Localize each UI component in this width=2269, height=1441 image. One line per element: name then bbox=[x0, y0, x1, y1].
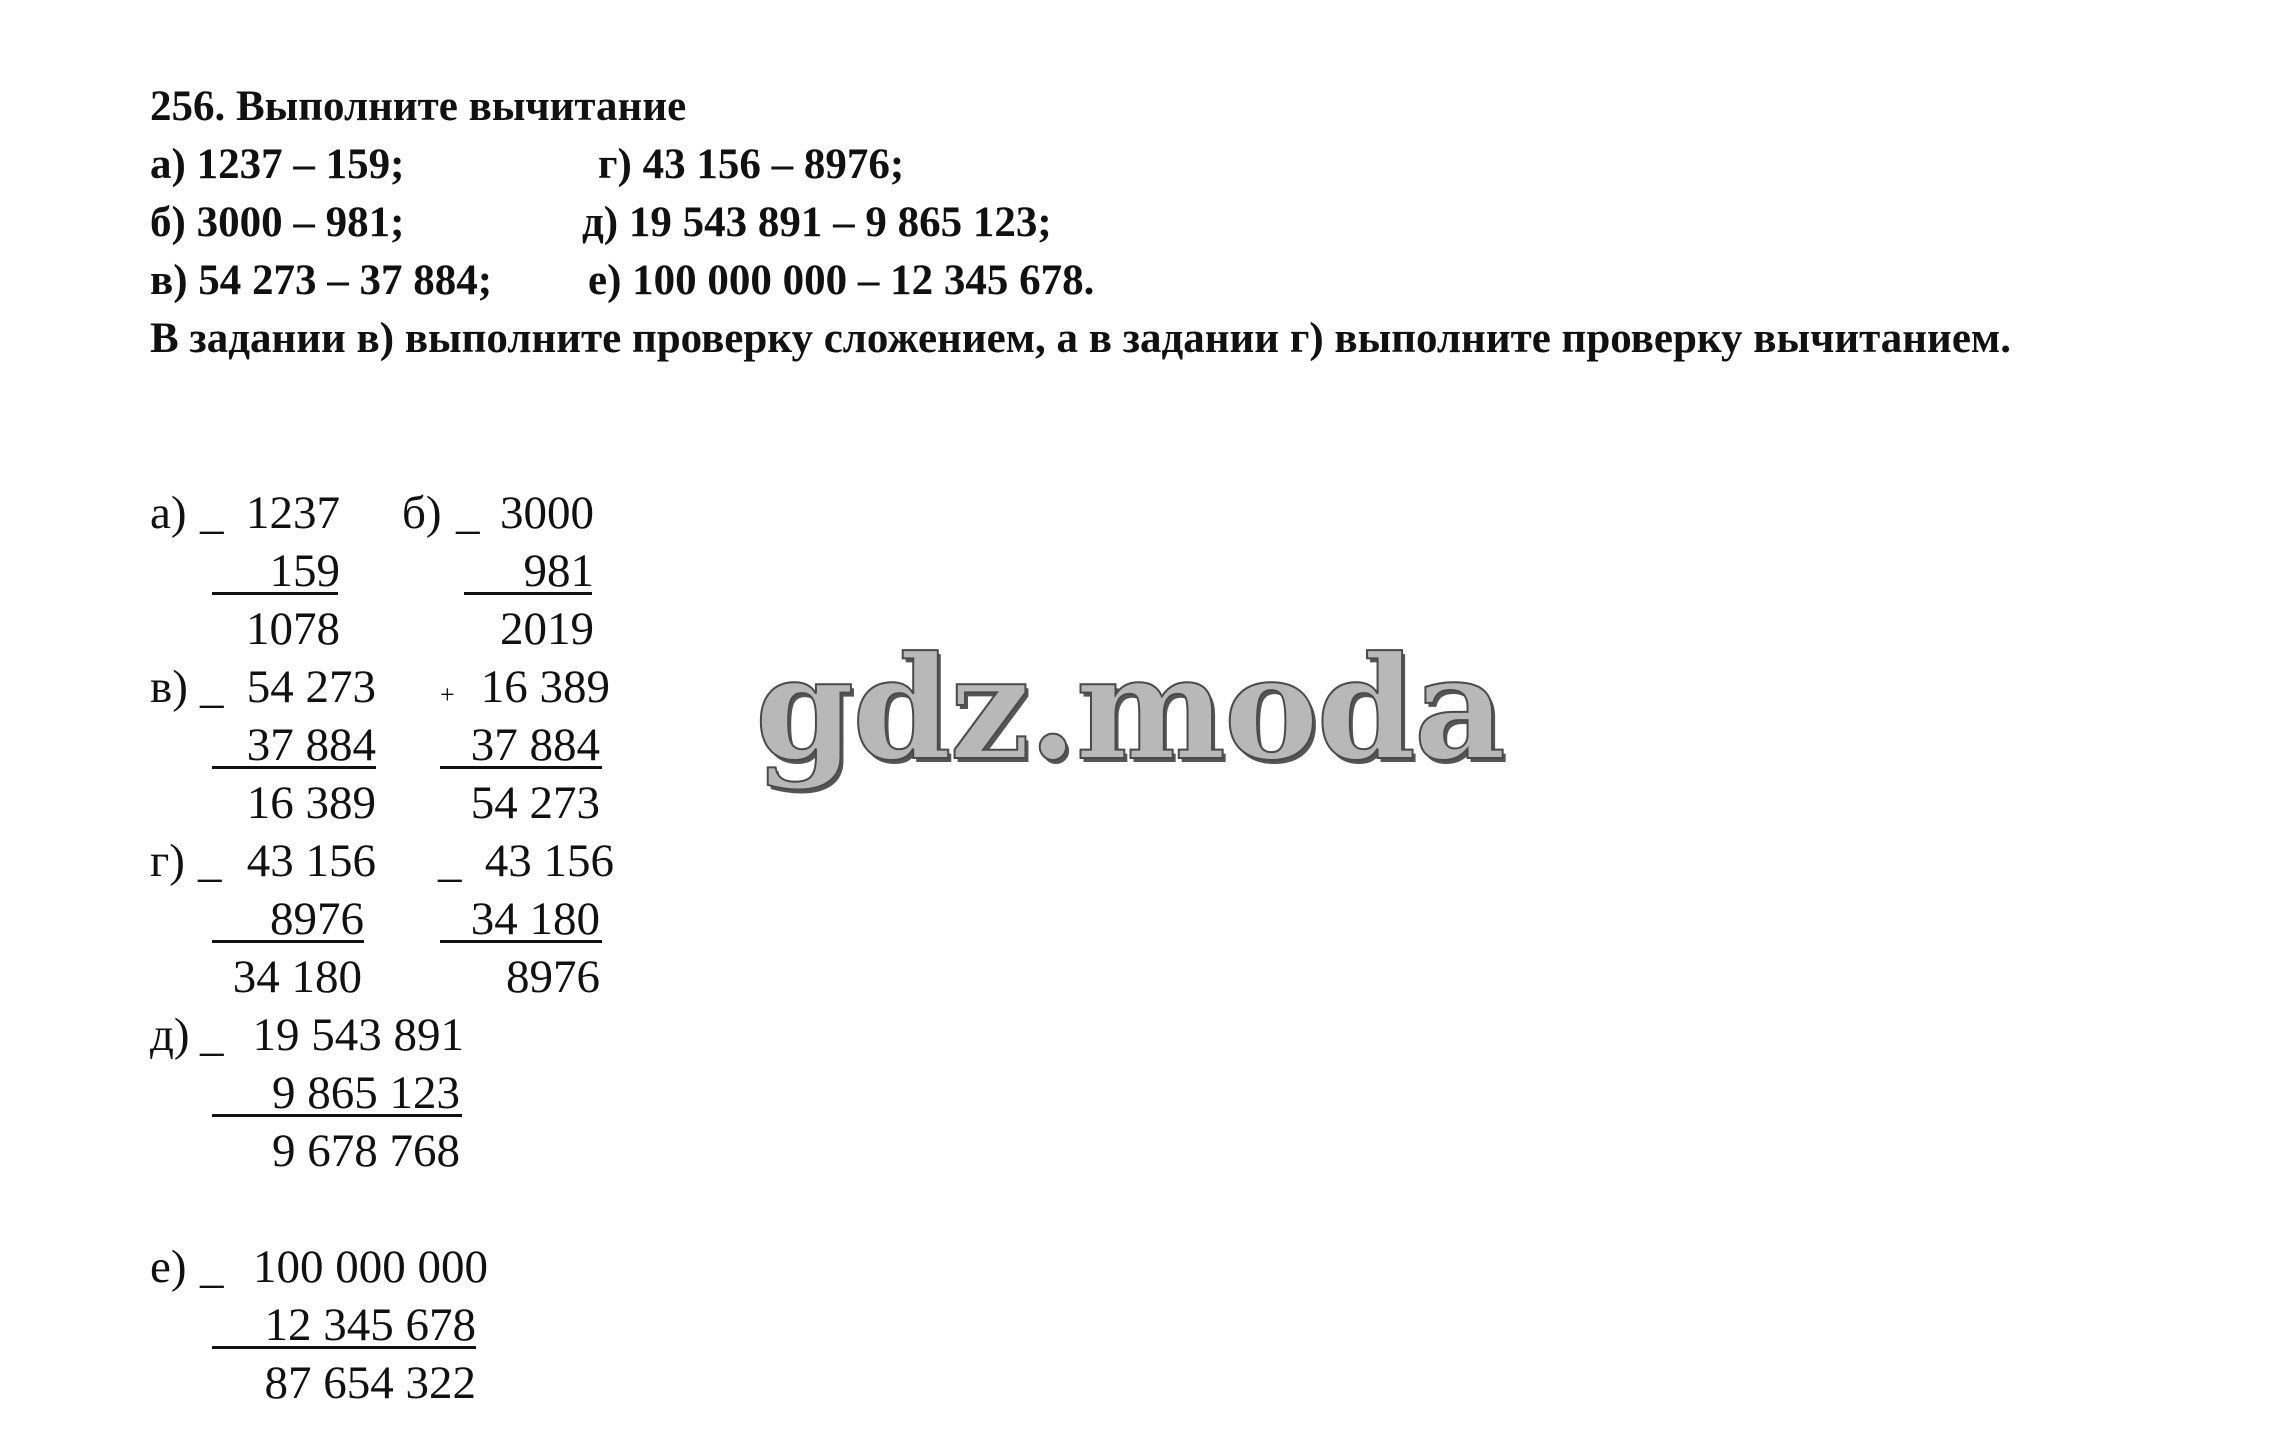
op-g: _ bbox=[198, 835, 222, 887]
op-b: _ bbox=[456, 487, 480, 539]
op-a: _ bbox=[200, 487, 224, 539]
e-rule bbox=[212, 1346, 476, 1349]
a-res: 1078 bbox=[246, 603, 340, 655]
g-check-top: 43 156 bbox=[484, 835, 614, 887]
e-res: 87 654 322 bbox=[264, 1357, 476, 1409]
task-title-text: 256. Выполните вычитание bbox=[150, 83, 687, 130]
a-sub: 159 bbox=[269, 545, 340, 597]
a-top: 1237 bbox=[246, 487, 340, 539]
g-res: 34 180 bbox=[232, 951, 362, 1003]
b-rule bbox=[464, 592, 592, 595]
task-g: г) 43 156 – 8976; bbox=[598, 141, 905, 188]
task-instruction: В задании в) выполните проверку сложением, а в задании г) выполните проверку вычитанием. bbox=[150, 315, 2011, 362]
g-check-res: 8976 bbox=[506, 951, 600, 1003]
task-b: б) 3000 – 981; bbox=[150, 199, 405, 246]
a-rule bbox=[212, 592, 338, 595]
g-check-rule bbox=[440, 940, 602, 943]
op-d: _ bbox=[200, 1009, 224, 1061]
label-g: г) bbox=[150, 835, 185, 887]
e-sub: 12 345 678 bbox=[264, 1299, 476, 1351]
v-res: 16 389 bbox=[246, 777, 376, 829]
e-top: 100 000 000 bbox=[253, 1241, 488, 1293]
v-top: 54 273 bbox=[246, 661, 376, 713]
task-a: а) 1237 – 159; bbox=[150, 141, 405, 188]
d-sub: 9 865 123 bbox=[272, 1067, 460, 1119]
v-check-res: 54 273 bbox=[470, 777, 600, 829]
g-rule bbox=[212, 940, 364, 943]
label-b: б) bbox=[402, 487, 442, 539]
v-sub: 37 884 bbox=[246, 719, 376, 771]
b-top: 3000 bbox=[500, 487, 594, 539]
g-sub: 8976 bbox=[270, 893, 364, 945]
task-v: в) 54 273 – 37 884; bbox=[150, 257, 493, 304]
label-e: е) bbox=[150, 1241, 187, 1293]
g-top: 43 156 bbox=[246, 835, 376, 887]
v-check-top: 16 389 bbox=[480, 661, 610, 713]
v-check-sub: 37 884 bbox=[470, 719, 600, 771]
task-e: е) 100 000 000 – 12 345 678. bbox=[588, 257, 1095, 304]
label-d: д) bbox=[150, 1009, 190, 1061]
label-v: в) bbox=[150, 661, 188, 713]
op-v: _ bbox=[200, 661, 224, 713]
op-g-check: _ bbox=[438, 835, 462, 887]
v-rule bbox=[212, 766, 376, 769]
d-res: 9 678 768 bbox=[272, 1125, 460, 1177]
task-d: д) 19 543 891 – 9 865 123; bbox=[582, 199, 1052, 246]
label-a: а) bbox=[150, 487, 187, 539]
d-top: 19 543 891 bbox=[252, 1009, 464, 1061]
d-rule bbox=[212, 1114, 462, 1117]
g-check-sub: 34 180 bbox=[470, 893, 600, 945]
op-e: _ bbox=[200, 1241, 224, 1293]
b-sub: 981 bbox=[523, 545, 594, 597]
op-v-check: + bbox=[440, 680, 455, 709]
watermark-logo: gdz.moda bbox=[755, 626, 1504, 792]
v-check-rule bbox=[440, 766, 602, 769]
b-res: 2019 bbox=[500, 603, 594, 655]
